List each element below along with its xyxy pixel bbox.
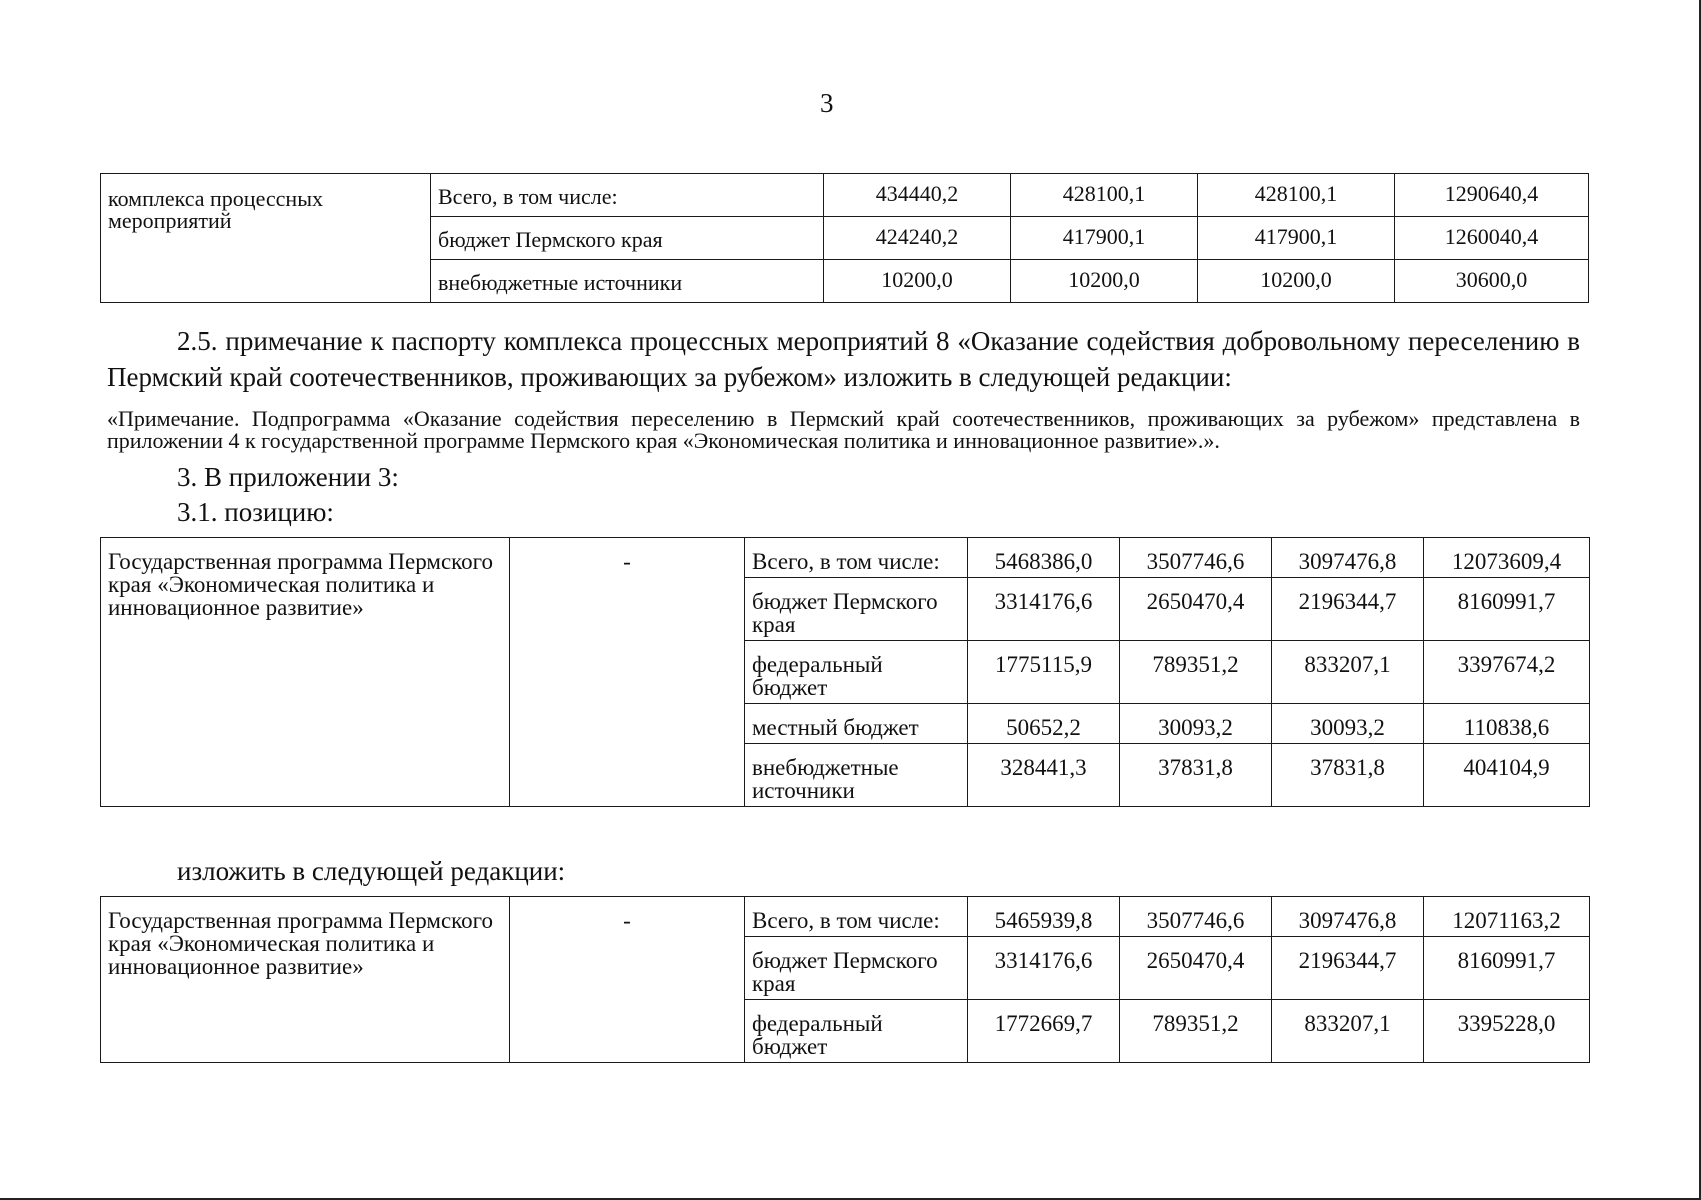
value-cell: 3395228,0 [1424, 1000, 1590, 1063]
value-cell: 3097476,8 [1272, 538, 1424, 578]
value-cell: 30600,0 [1395, 260, 1589, 303]
value-cell: 2650470,4 [1120, 937, 1272, 1000]
value-cell: 3097476,8 [1272, 897, 1424, 937]
value-cell: 5468386,0 [968, 538, 1120, 578]
row-label: бюджет Пермского края [745, 578, 968, 641]
paragraph-3-1: 3.1. позицию: [177, 497, 334, 527]
row-label: внебюджетные источники [745, 744, 968, 807]
value-cell: 833207,1 [1272, 641, 1424, 704]
paragraph-replace: изложить в следующей редакции: [177, 856, 566, 886]
value-cell: 2196344,7 [1272, 578, 1424, 641]
value-cell: 3314176,6 [968, 578, 1120, 641]
value-cell: 5465939,8 [968, 897, 1120, 937]
program-name-cell: Государственная программа Пермского края «Экономическая политика и инновационное развитие» [101, 538, 510, 807]
value-cell: 10200,0 [1011, 260, 1198, 303]
value-cell: 50652,2 [968, 704, 1120, 744]
page-number: 3 [820, 88, 834, 118]
value-cell: 404104,9 [1424, 744, 1590, 807]
value-cell: 2196344,7 [1272, 937, 1424, 1000]
row-label: федеральный бюджет [745, 641, 968, 704]
value-cell: 424240,2 [824, 217, 1011, 260]
program-position-table-new [100, 896, 1590, 1063]
note-paragraph: «Примечание. Подпрограмма «Оказание содействия переселению в Пермский край соотечественников, проживающих за рубежом» представлена в приложении 4 к государственной программе Пермского края «Экономическая политика и инновационное развитие».». [107, 406, 1580, 453]
program-name-cell: Государственная программа Пермского края «Экономическая политика и инновационное развитие» [101, 897, 510, 1063]
value-cell: 417900,1 [1198, 217, 1395, 260]
value-cell: 833207,1 [1272, 1000, 1424, 1063]
value-cell: 37831,8 [1272, 744, 1424, 807]
value-cell: 8160991,7 [1424, 937, 1590, 1000]
value-cell: 12071163,2 [1424, 897, 1590, 937]
value-cell: 1775115,9 [968, 641, 1120, 704]
row-label: внебюджетные источники [431, 260, 824, 303]
value-cell: 417900,1 [1011, 217, 1198, 260]
value-cell: 1290640,4 [1395, 174, 1589, 217]
row-label: Всего, в том числе: [745, 897, 968, 937]
paragraph-2-5: 2.5. примечание к паспорту комплекса процессных мероприятий 8 «Оказание содействия добровольному переселению в Пермский край соотечественников, проживающих за рубежом» изложить в следующей редакции: [107, 326, 1580, 392]
value-cell: 30093,2 [1272, 704, 1424, 744]
dash-cell: - [510, 538, 745, 807]
dash-cell: - [510, 897, 745, 1063]
subprogram-finance-table [100, 173, 1589, 303]
row-label: федеральный бюджет [745, 1000, 968, 1063]
value-cell: 3507746,6 [1120, 897, 1272, 937]
row-label: бюджет Пермского края [431, 217, 824, 260]
value-cell: 789351,2 [1120, 1000, 1272, 1063]
value-cell: 328441,3 [968, 744, 1120, 807]
row-label: бюджет Пермского края [745, 937, 968, 1000]
program-position-table-old [100, 537, 1590, 807]
value-cell: 789351,2 [1120, 641, 1272, 704]
value-cell: 8160991,7 [1424, 578, 1590, 641]
paragraph-3: 3. В приложении 3: [177, 462, 399, 492]
value-cell: 1772669,7 [968, 1000, 1120, 1063]
table-row [101, 538, 1590, 578]
value-cell: 37831,8 [1120, 744, 1272, 807]
value-cell: 3507746,6 [1120, 538, 1272, 578]
row-label: Всего, в том числе: [431, 174, 824, 217]
value-cell: 434440,2 [824, 174, 1011, 217]
table-row [101, 174, 1589, 217]
value-cell: 2650470,4 [1120, 578, 1272, 641]
value-cell: 1260040,4 [1395, 217, 1589, 260]
table-row [101, 897, 1590, 937]
value-cell: 30093,2 [1120, 704, 1272, 744]
value-cell: 10200,0 [824, 260, 1011, 303]
value-cell: 3314176,6 [968, 937, 1120, 1000]
value-cell: 428100,1 [1011, 174, 1198, 217]
value-cell: 428100,1 [1198, 174, 1395, 217]
row-label: местный бюджет [745, 704, 968, 744]
value-cell: 10200,0 [1198, 260, 1395, 303]
row-label: Всего, в том числе: [745, 538, 968, 578]
value-cell: 110838,6 [1424, 704, 1590, 744]
complex-label-cell: комплекса процессных мероприятий [101, 174, 431, 303]
value-cell: 3397674,2 [1424, 641, 1590, 704]
value-cell: 12073609,4 [1424, 538, 1590, 578]
